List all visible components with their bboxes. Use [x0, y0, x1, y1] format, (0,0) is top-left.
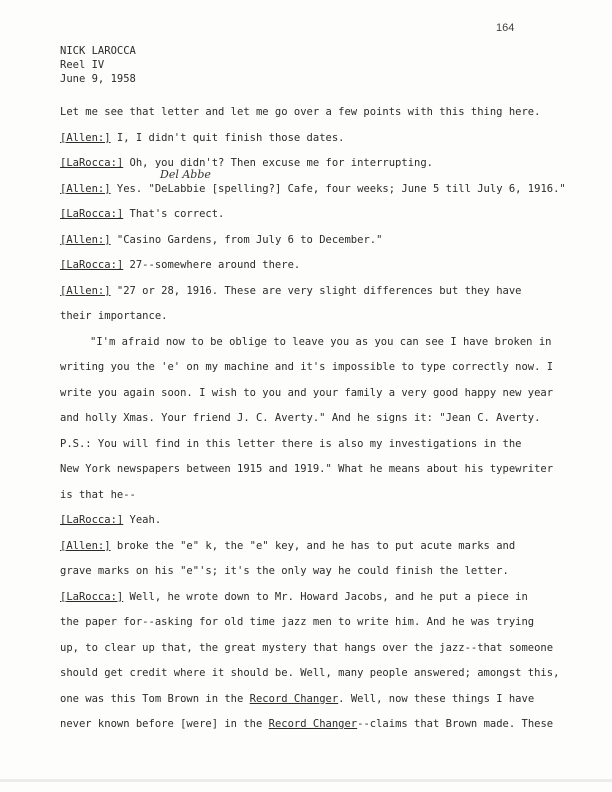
transcript-line — [60, 559, 580, 585]
speaker-label: [LaRocca:] — [60, 259, 124, 271]
interview-date: June 9, 1958 — [60, 73, 136, 85]
line-text: and holly Xmas. Your friend J. C. Averty." And he signs it: "Jean C. Averty. — [60, 412, 541, 424]
line-text-after: --claims that Brown made. These — [357, 718, 554, 730]
line-text: 27--somewhere around there. — [123, 259, 301, 271]
interviewee-name: NICK LAROCCA — [60, 45, 136, 57]
line-text: Oh, you didn't? Then excuse me for interrupting. — [123, 157, 433, 169]
transcript-line — [60, 432, 580, 458]
line-text: Let me see that letter and let me go over a few points with this thing here. — [60, 106, 541, 118]
transcript-line — [60, 100, 580, 126]
transcript-line — [60, 661, 580, 687]
line-text: the paper for--asking for old time jazz men to write him. And he was trying — [60, 616, 535, 628]
transcript-line — [60, 253, 580, 279]
transcript-header — [60, 44, 136, 86]
line-text: That's correct. — [123, 208, 225, 220]
speaker-label: [LaRocca:] — [60, 590, 124, 603]
reel-label: Reel IV — [60, 59, 105, 71]
publication-title: Record Changer — [268, 718, 358, 730]
line-text: Yes. "DeLabbie [spelling?] Cafe, four weeks; June 5 till July 6, 1916." — [110, 182, 566, 195]
line-text: "Casino Gardens, from July 6 to December." — [110, 233, 383, 246]
transcript-line — [60, 508, 580, 534]
transcript-line — [60, 126, 580, 152]
speaker-label: [Allen:] — [60, 182, 111, 195]
speaker-label: [LaRocca:] — [60, 157, 124, 169]
transcript-line — [60, 151, 580, 177]
line-text-after: . Well, now these things I have — [338, 692, 535, 705]
line-text: "I'm afraid now to be oblige to leave you as you can see I have broken in — [90, 335, 552, 348]
speaker-label: [Allen:] — [60, 539, 111, 552]
transcript-line — [60, 177, 580, 203]
transcript-line — [60, 585, 580, 611]
line-text: writing you the 'e' on my machine and it's impossible to type correctly now. I — [60, 361, 554, 373]
line-text: Well, he wrote down to Mr. Howard Jacobs, and he put a piece in — [123, 590, 528, 603]
transcript-line — [60, 381, 580, 407]
transcript-line — [60, 534, 580, 560]
transcript-line — [60, 483, 580, 509]
line-text: their importance. — [60, 310, 168, 322]
publication-title: Record Changer — [249, 692, 339, 705]
transcript-line — [60, 202, 580, 228]
transcript-line — [60, 406, 580, 432]
line-text: New York newspapers between 1915 and 1919." What he means about his typewriter — [60, 463, 554, 475]
line-text: Yeah. — [123, 514, 162, 526]
line-text: should get credit where it should be. Well, many people answered; amongst this, — [60, 667, 560, 679]
transcript-line — [60, 457, 580, 483]
transcript-body — [60, 100, 580, 738]
transcript-line — [60, 330, 580, 356]
transcript-line — [60, 687, 580, 713]
page-number: 164 — [496, 22, 515, 34]
handwritten-correction: Del Abbe — [160, 168, 211, 181]
line-text: "27 or 28, 1916. These are very slight differences but they have — [110, 284, 522, 297]
speaker-label: [LaRocca:] — [60, 514, 124, 526]
line-text: up, to clear up that, the great mystery that hangs over the jazz--that someone — [60, 641, 554, 654]
line-text: P.S.: You will find in this letter there is also my investigations in the — [60, 437, 522, 450]
speaker-label: [Allen:] — [60, 233, 111, 246]
speaker-label: [LaRocca:] — [60, 208, 124, 220]
speaker-label: [Allen:] — [60, 131, 111, 144]
speaker-label: [Allen:] — [60, 284, 111, 297]
scan-edge — [0, 779, 612, 782]
line-text: is that he-- — [60, 488, 136, 501]
transcript-line — [60, 636, 580, 662]
line-text: I, I didn't quit finish those dates. — [110, 131, 345, 144]
line-text: write you again soon. I wish to you and your family a very good happy new year — [60, 386, 554, 399]
transcript-line — [60, 355, 580, 381]
line-text: never known before [were] in the — [60, 718, 269, 730]
transcript-line — [60, 304, 580, 330]
line-text: broke the "e" k, the "e" key, and he has to put acute marks and — [110, 539, 516, 552]
transcript-line — [60, 610, 580, 636]
transcript-line — [60, 712, 580, 738]
line-text: one was this Tom Brown in the — [60, 692, 250, 705]
transcript-line — [60, 228, 580, 254]
line-text: grave marks on his "e"'s; it's the only way he could finish the letter. — [60, 565, 509, 577]
transcript-line — [60, 279, 580, 305]
